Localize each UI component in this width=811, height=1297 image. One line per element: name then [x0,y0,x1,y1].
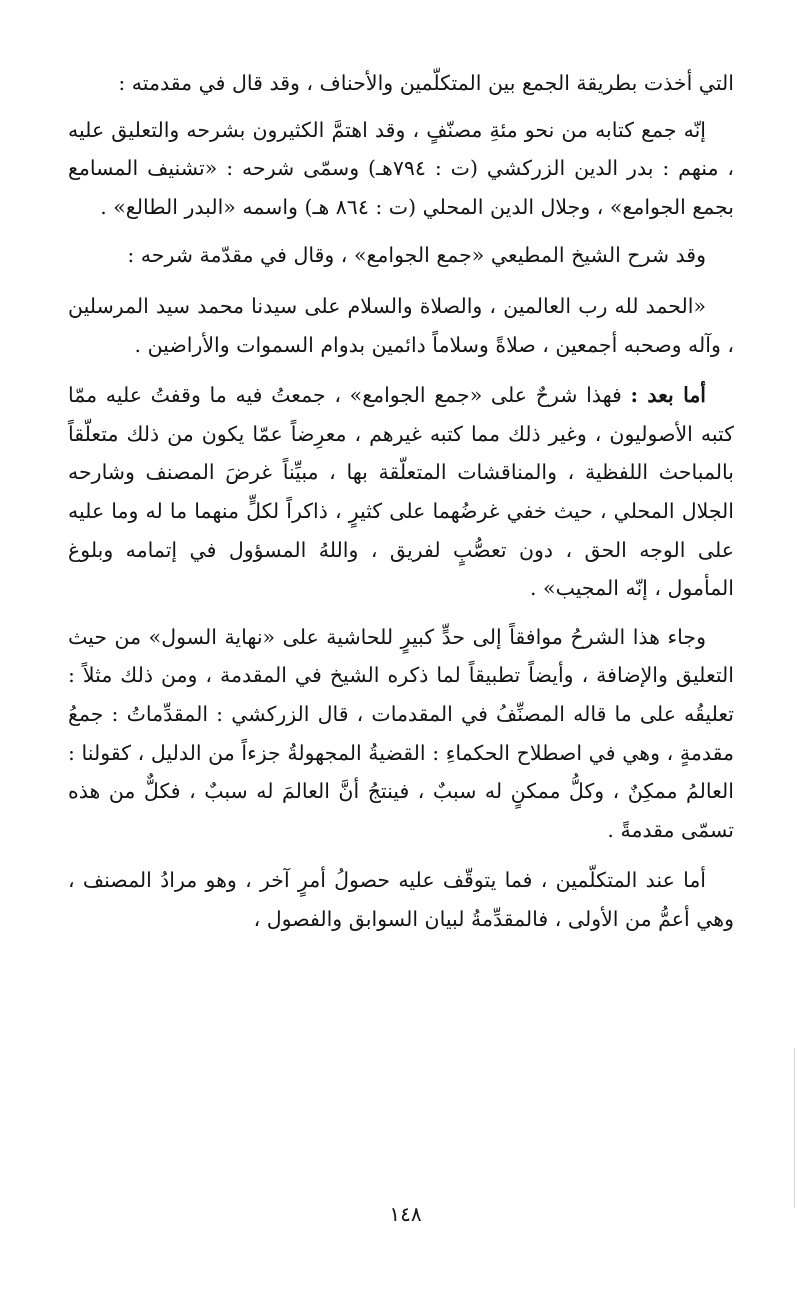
page-number: ١٤٨ [389,1202,422,1226]
paragraph-commentaries: إنّه جمع كتابه من نحو مئةِ مصنّفٍ ، وقد اهتمَّ الكثيرون بشرحه والتعليق عليه ، منهم : بدر الدين الزركشي (ت : ٧٩٤هـ) وسمّى شرحه : «تشنيف المسامع بجمع الجوامع» ، وجلال الدين المحلي (ت : ٨٦٤ هـ) واسمه «البدر الطالع» . [68,117,734,219]
paragraph-quote-body [68,376,734,608]
paragraph-quote-praise: «الحمد لله رب العالمين ، والصلاة والسلام على سيدنا محمد سيد المرسلين ، وآله وصحبه أجمعين ، صلاةً وسلاماً دائمين بدوام السموات والأراضين . [68,293,734,357]
margin-rule [794,1048,795,1208]
paragraph-intro: التي أخذت بطريقة الجمع بين المتكلّمين والأحناف ، وقد قال في مقدمته : [118,71,734,95]
paragraph-quote-text: فهذا شرحٌ على «جمع الجوامع» ، جمعتُ فيه ما وقفتُ عليه ممّا كتبه الأصوليون ، وغير ذلك مما كتبه غيرهم ، معرِضاً عمّا يكون من ذلك متعلّقاً بالمباحث اللفظية ، والمناقشات المتعلّقة بها ، مبيِّناً غرضَ المصنف وشارحه الجلال المحلي ، حيث خفي غرضُهما على كثيرٍ ، ذاكراً لكلٍّ منهما ما له وما عليه على الوجه الحق ، دون تعصُّبٍ لفريق ، واللهُ المسؤول في إتمامه وبلوغ المأمول ، إنّه المجيب» . [68,383,734,601]
paragraph-theologians: أما عند المتكلّمين ، فما يتوقّف عليه حصولُ أمرٍ آخر ، وهو مرادُ المصنف ، وهي أعمُّ من الأولى ، فالمقدِّمةُ لبيان السوابق والفصول ، [68,868,734,931]
page-body [68,64,734,938]
paragraph-commentary-details: وجاء هذا الشرحُ موافقاً إلى حدٍّ كبيرٍ للحاشية على «نهاية السول» من حيث التعليق والإضافة ، وأيضاً تطبيقاً لما ذكره الشيخ في المقدمة ، ومن ذلك مثلاً : تعليقُه على ما قاله المصنِّفُ في المقدمات ، قال الزركشي : المقدِّماتُ : جمعُ مقدمةٍ ، وهي في اصطلاح الحكماءِ : القضيةُ المجهولةُ جزءاً من الدليل ، كقولنا : العالمُ ممكِنٌ ، وكلُّ ممكنٍ له سببٌ ، فينتجُ أنَّ العالمَ له سببٌ ، فكلٌّ من هذه تسمّى مقدمةً . [68,624,734,842]
paragraph-mutii-intro: وقد شرح الشيخ المطيعي «جمع الجوامع» ، وقال في مقدّمة شرحه : [127,243,706,268]
paragraph-lead: أما بعد : [630,383,706,408]
